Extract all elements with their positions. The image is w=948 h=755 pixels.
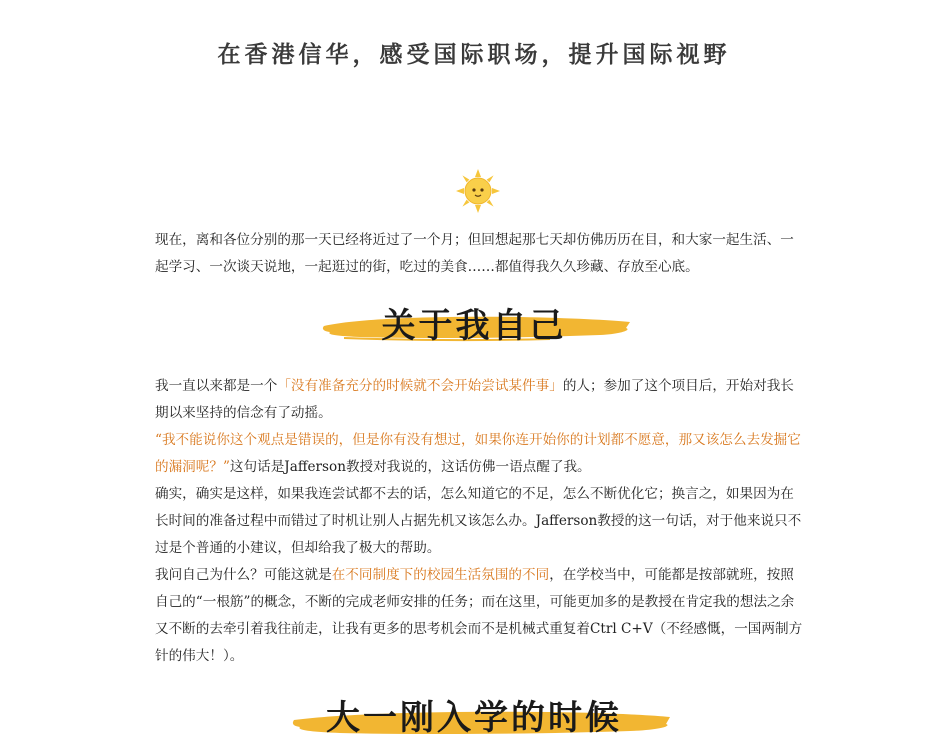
intro-paragraph: 现在，离和各位分别的那一天已经将近过了一个月；但回想起那七天却仿佛历历在目，和大家一起生活、一起学习、一次谈天说地，一起逛过的街，吃过的美食……都值得我久久珍藏、存放至心底。 [155,232,794,275]
body-text-segment: ，在学校当中，可能都是按部就班，按照自己的“一根筋”的概念，不断的完成老师安排的任务；而在这里，可能更加多的是教授在肯定我的想法之余又不断的去牵引着我往前走，让我有更多的思考机会而不是机械式重复着Ctrl C+V（不经感慨，一国两制方针的伟大！）。 [155,567,803,664]
section-heading-freshman [0,682,948,746]
sun-face-icon [455,168,501,214]
body-text-segment: 我一直以来都是一个 [155,378,278,394]
highlight-text: 「没有准备充分的时候就不会开始尝试某件事」 [277,378,563,394]
body-text-segment: 我问自己为什么？可能这就是 [155,567,332,583]
body-text-segment: 这句话是Jafferson教授对我说的，这话仿佛一语点醒了我。 [229,459,591,475]
section-heading-about-me [0,292,948,356]
section-heading-text: 大一刚入学的时候 [326,698,622,738]
banner-title: 在香港信华，感受国际职场，提升国际视野 [217,41,731,68]
highlight-text: 在不同制度下的校园生活氛围的不同 [331,567,550,583]
body-text-segment: 确实，确实是这样，如果我连尝试都不去的话，怎么知道它的不足，怎么不断优化它；换言之，如果因为在长时间的准备过程中而错过了时机让别人占据先机又该怎么办。Jafferson教授的这一句话，对于他来说只不过是个普通的小建议，但却给我了极大的帮助。 [155,486,802,556]
body-text [155,373,803,670]
professor-quote: “我不能说你这个观点是错误的，但是你有没有想过，如果你连开始你的计划都不愿意，那又该怎么去发掘它的漏洞呢？” [155,432,801,475]
body-text-segment: 的人；参加了这个项目后，开始对我长期以来坚持的信念有了动摇。 [155,378,794,421]
section-heading-text: 关于我自己 [381,306,567,346]
